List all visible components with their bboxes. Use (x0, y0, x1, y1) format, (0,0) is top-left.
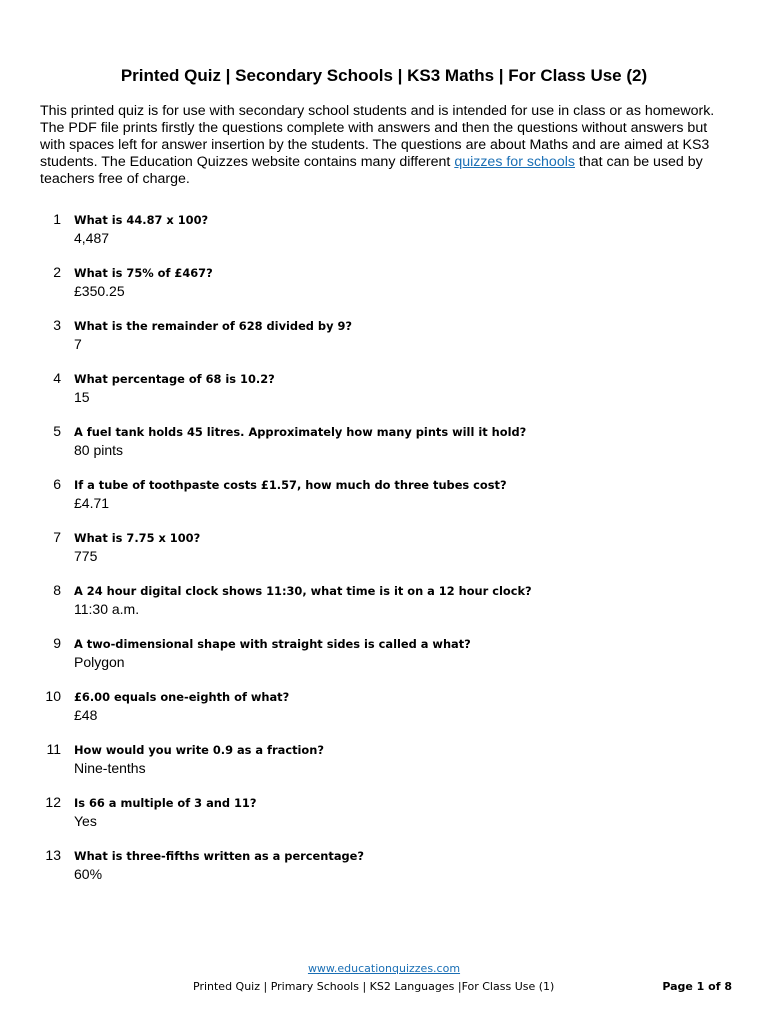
question-number: 5 (53, 423, 61, 439)
question-answer: 4,487 (74, 230, 110, 246)
footer-title: Printed Quiz | Primary Schools | KS2 Languages |For Class Use (1) (193, 980, 555, 993)
question-text: If a tube of toothpaste costs £1.57, how much do three tubes cost? (74, 478, 507, 492)
question-answer: 11:30 a.m. (74, 601, 140, 617)
question-number: 4 (53, 370, 61, 386)
intro-paragraph (40, 103, 730, 188)
intro-text-after: that can be used by teachers free of charge. (40, 154, 703, 187)
page-number: Page 1 of 8 (662, 980, 732, 993)
question-answer: Yes (74, 813, 97, 829)
question-text: What percentage of 68 is 10.2? (74, 372, 275, 386)
question-answer: 80 pints (74, 442, 124, 458)
question-number: 9 (53, 635, 61, 651)
question-answer: £4.71 (74, 495, 110, 511)
question-number: 13 (45, 847, 61, 863)
quizzes-for-schools-link[interactable]: quizzes for schools (454, 154, 575, 170)
question-text: Is 66 a multiple of 3 and 11? (74, 796, 257, 810)
question-answer: 15 (74, 389, 90, 405)
question-answer: 775 (74, 548, 98, 564)
question-item (0, 370, 768, 423)
question-text: What is three-fifths written as a percentage? (74, 849, 364, 863)
question-number: 2 (53, 264, 61, 280)
question-text: What is 7.75 x 100? (74, 531, 201, 545)
question-answer: 7 (74, 336, 82, 352)
question-item (0, 423, 768, 476)
question-text: A fuel tank holds 45 litres. Approximately how many pints will it hold? (74, 425, 527, 439)
question-answer: 60% (74, 866, 103, 882)
question-item (0, 688, 768, 741)
question-list (0, 211, 768, 900)
question-item (0, 211, 768, 264)
question-number: 11 (46, 741, 61, 757)
question-number: 3 (53, 317, 61, 333)
question-item (0, 476, 768, 529)
question-text: What is the remainder of 628 divided by 9? (74, 319, 352, 333)
question-item (0, 317, 768, 370)
page-title: Printed Quiz | Secondary Schools | KS3 Maths | For Class Use (2) (120, 66, 648, 85)
question-text: How would you write 0.9 as a fraction? (74, 743, 324, 757)
question-number: 10 (45, 688, 61, 704)
question-answer: £350.25 (74, 283, 125, 299)
question-number: 12 (45, 794, 61, 810)
question-number: 7 (53, 529, 61, 545)
question-item (0, 635, 768, 688)
question-number: 8 (53, 582, 61, 598)
question-item (0, 847, 768, 900)
question-item (0, 794, 768, 847)
intro-text-before: This printed quiz is for use with secondary school students and is intended for use in class or as homework. The PDF file prints firstly the questions complete with answers and then the questions without answers but with spaces left for answer insertion by the students. The questions are about Maths and are aimed at KS3 students. The Education Quizzes website contains many different (40, 103, 715, 170)
footer-website-link[interactable]: www.educationquizzes.com (307, 962, 461, 975)
question-text: What is 75% of £467? (74, 266, 213, 280)
question-item (0, 529, 768, 582)
question-item (0, 264, 768, 317)
question-text: £6.00 equals one-eighth of what? (74, 690, 290, 704)
question-answer: Nine-tenths (74, 760, 146, 776)
question-item (0, 741, 768, 794)
question-number: 6 (53, 476, 61, 492)
question-answer: Polygon (74, 654, 125, 670)
question-text: A two-dimensional shape with straight sides is called a what? (74, 637, 471, 651)
question-item (0, 582, 768, 635)
question-text: What is 44.87 x 100? (74, 213, 209, 227)
question-answer: £48 (74, 707, 98, 723)
question-text: A 24 hour digital clock shows 11:30, what time is it on a 12 hour clock? (74, 584, 532, 598)
question-number: 1 (53, 211, 61, 227)
